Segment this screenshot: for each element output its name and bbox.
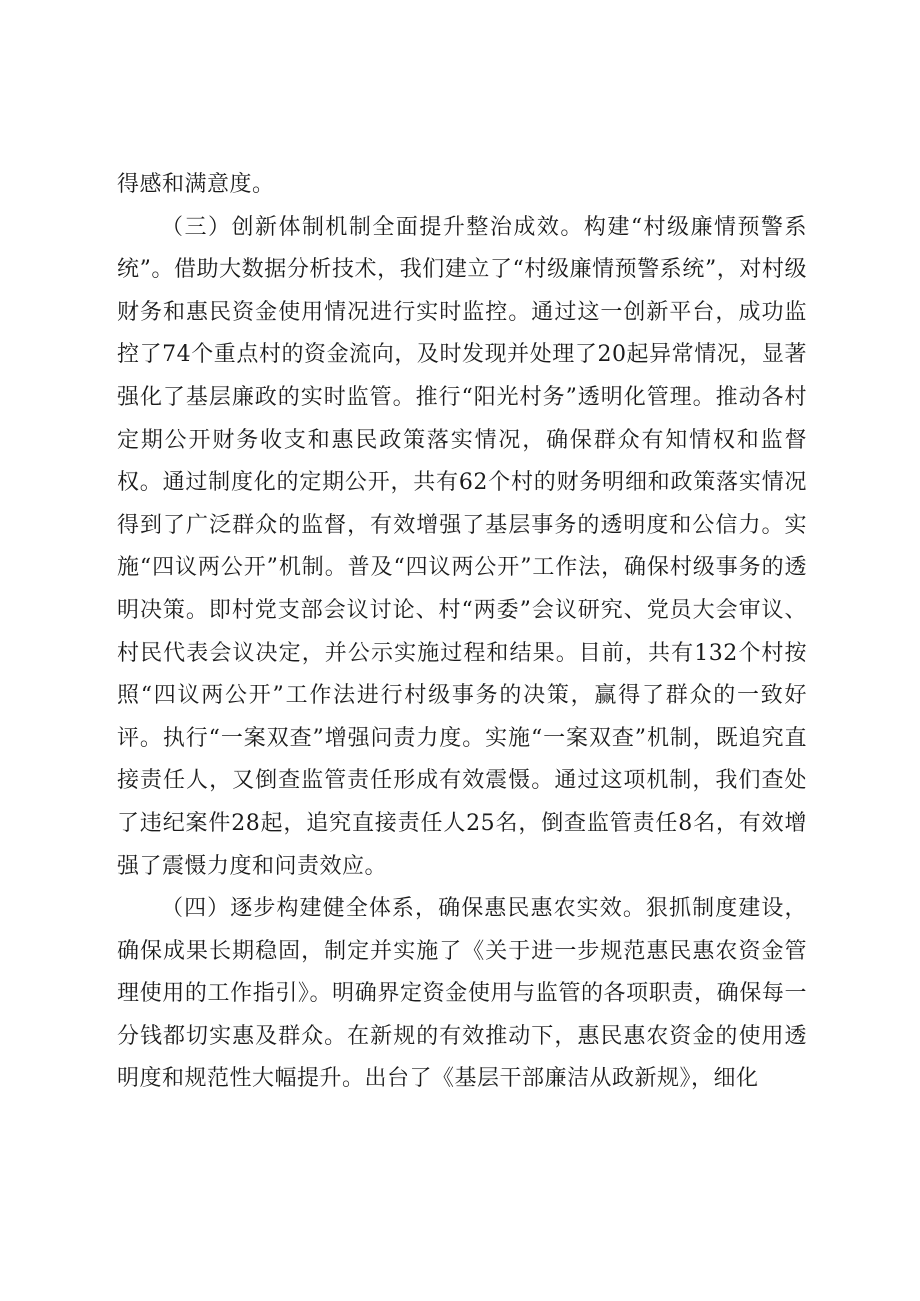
document-body (117, 164, 807, 1101)
paragraph-continuation: 得感和满意度。 (117, 172, 275, 197)
paragraph-section-four: （四）逐步构建健全体系，确保惠民惠农实效。狠抓制度建设，确保成果长期稳固，制定并实施了《关于进一步规范惠民惠农资金管理使用的工作指引》。明确界定资金使用与监管的各项职责，确保每一分钱都切实惠及群众。在新规的有效推动下，惠民惠农资金的使用透明度和规范性大幅提升。出台了《基层干部廉洁从政新规》，细化 (117, 896, 807, 1092)
paragraph-section-three: （三）创新体制机制全面提升整治成效。构建“村级廉情预警系统”。借助大数据分析技术，我们建立了“村级廉情预警系统”，对村级财务和惠民资金使用情况进行实时监控。通过这一创新平台，成功监控了74个重点村的资金流向，及时发现并处理了20起异常情况，显著强化了基层廉政的实时监管。推行“阳光村务”透明化管理。推动各村定期公开财务收支和惠民政策落实情况，确保群众有知情权和监督权。通过制度化的定期公开，共有62个村的财务明细和政策落实情况得到了广泛群众的监督，有效增强了基层事务的透明度和公信力。实施“四议两公开”机制。普及“四议两公开”工作法，确保村级事务的透明决策。即村党支部会议讨论、村“两委”会议研究、党员大会审议、村民代表会议决定，并公示实施过程和结果。目前，共有132个村按照“四议两公开”工作法进行村级事务的决策，赢得了群众的一致好评。执行“一案双查”增强问责力度。实施“一案双查”机制，既追究直接责任人，又倒查监管责任形成有效震慑。通过这项机制，我们查处了违纪案件28起，追究直接责任人25名，倒查监管责任8名，有效增强了震慑力度和问责效应。 (117, 214, 807, 879)
